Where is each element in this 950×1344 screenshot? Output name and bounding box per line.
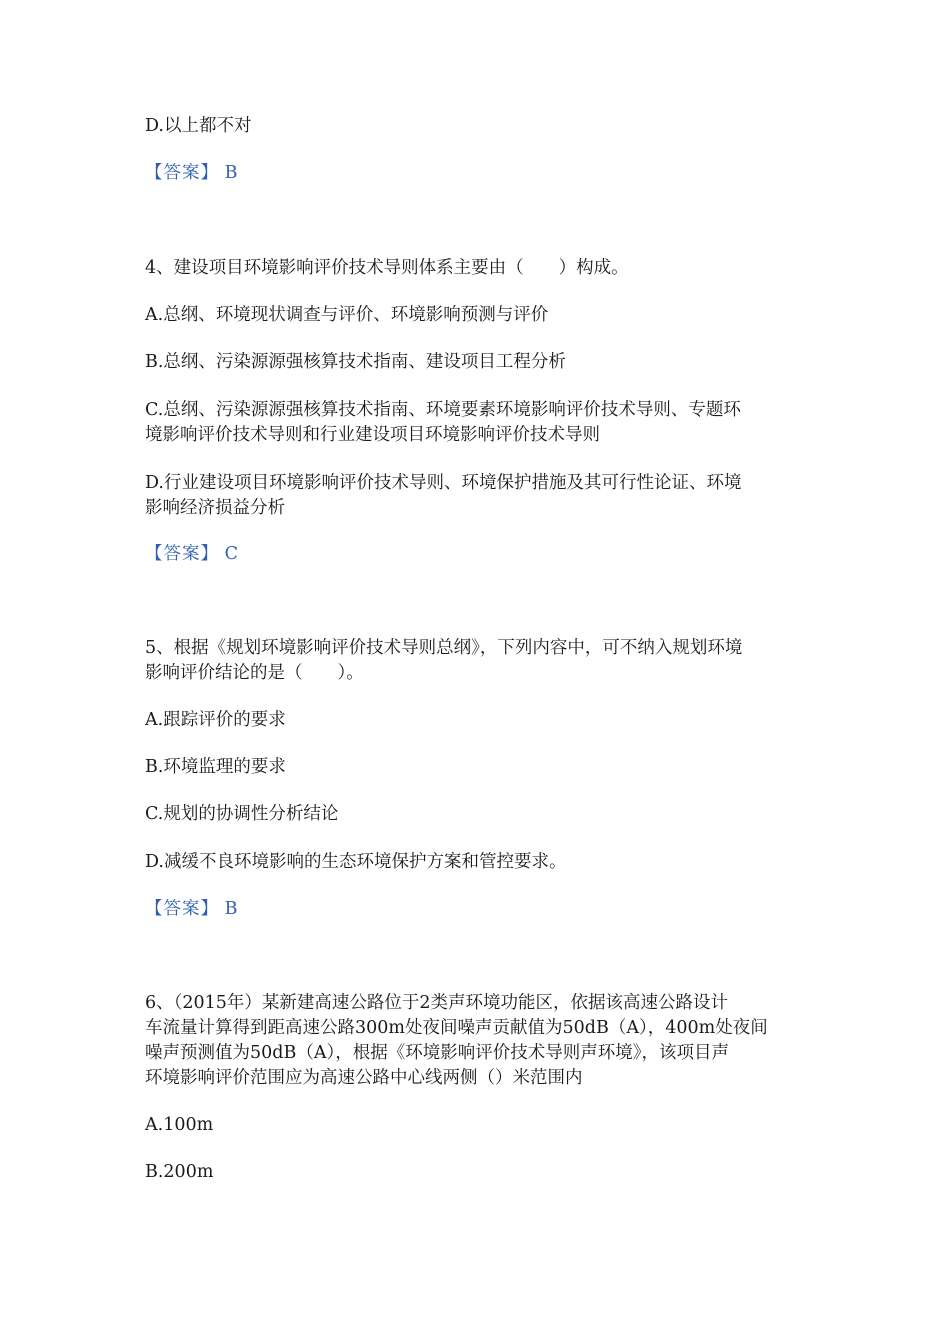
q4-option-c-line1: C.总纲、污染源源强核算技术指南、环境要素环境影响评价技术导则、专题环	[145, 400, 741, 420]
q5-option-c: C.规划的协调性分析结论	[145, 804, 339, 824]
q3-answer	[145, 160, 810, 186]
q5-option-b: B.环境监理的要求	[145, 757, 286, 777]
q4-stem: 4、建设项目环境影响评价技术导则体系主要由（ ）构成。	[145, 258, 629, 278]
q4-option-d-line2: 影响经济损益分析	[145, 498, 285, 518]
q6-stem-line2: 车流量计算得到距高速公路300m处夜间噪声贡献值为50dB（A），400m处夜间	[145, 1018, 768, 1038]
q6-stem-line1: 6、（2015年）某新建高速公路位于2类声环境功能区，依据该高速公路设计	[145, 993, 729, 1013]
q5-answer	[145, 896, 810, 922]
q5-option-d: D.减缓不良环境影响的生态环境保护方案和管控要求。	[145, 852, 567, 872]
answer-label: 【答案】	[145, 544, 219, 564]
q3-option-d: D.以上都不对	[145, 116, 252, 136]
q6-stem-line3: 噪声预测值为50dB（A），根据《环境影响评价技术导则声环境》，该项目声	[145, 1043, 729, 1063]
q6-stem-line4: 环境影响评价范围应为高速公路中心线两侧（）米范围内	[145, 1068, 583, 1088]
q6-option-a: A.100m	[145, 1115, 214, 1135]
q6-option-b: B.200m	[145, 1162, 214, 1182]
q4-option-b: B.总纲、污染源源强核算技术指南、建设项目工程分析	[145, 352, 566, 372]
answer-label: 【答案】	[145, 163, 219, 183]
q4-answer	[145, 541, 810, 567]
answer-label: 【答案】	[145, 899, 219, 919]
q4-option-a: A.总纲、环境现状调查与评价、环境影响预测与评价	[145, 305, 549, 325]
answer-value: B	[224, 163, 238, 183]
q5-option-a: A.跟踪评价的要求	[145, 710, 286, 730]
q5-stem-line1: 5、根据《规划环境影响评价技术导则总纲》，下列内容中，可不纳入规划环境	[145, 638, 743, 658]
q5-stem-line2: 影响评价结论的是（ ）。	[145, 663, 364, 683]
q4-option-d-line1: D.行业建设项目环境影响评价技术导则、环境保护措施及其可行性论证、环境	[145, 473, 742, 493]
answer-value: C	[224, 544, 238, 564]
answer-value: B	[224, 899, 238, 919]
q4-option-c-line2: 境影响评价技术导则和行业建设项目环境影响评价技术导则	[145, 425, 600, 445]
